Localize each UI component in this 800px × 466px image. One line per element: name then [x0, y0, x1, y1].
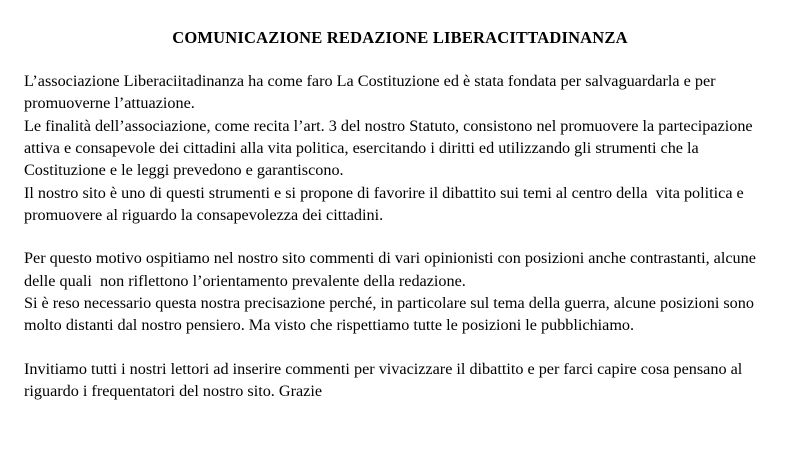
- paragraph: Invitiamo tutti i nostri lettori ad inserire commenti per vivacizzare il dibattito e per farci capire cosa pensano al riguardo i frequentatori del nostro sito. Grazie: [24, 359, 747, 401]
- paragraph: Le finalità dell’associazione, come recita l’art. 3 del nostro Statuto, consistono nel promuovere la partecipazione attiva e consapevole dei cittadini alla vita politica, esercitando i diritti ed utilizzando gli strumenti che la Costituzione e le leggi prevedono e garantiscono.: [24, 116, 757, 180]
- block-spacer: [24, 337, 776, 358]
- paragraph: Il nostro sito è uno di questi strumenti e si propone di favorire il dibattito sui temi al centro della vita politica e promuovere al riguardo la consapevolezza dei cittadini.: [24, 183, 748, 224]
- block-spacer: [24, 226, 776, 247]
- text-block: [24, 247, 776, 336]
- paragraph: Si è reso necessario questa nostra precisazione perché, in particolare sul tema della guerra, alcune posizioni sono molto distanti dal nostro pensiero. Ma visto che rispettiamo tutte le posizioni le pubblichiamo.: [24, 294, 763, 335]
- text-block: [24, 358, 776, 403]
- paragraph: Per questo motivo ospitiamo nel nostro sito commenti di vari opinionisti con posizioni anche contrastanti, alcune delle quali non riflettono l’orientamento prevalente della redazione.: [24, 249, 760, 290]
- paragraph: L’associazione Liberaciitadinanza ha come faro La Costituzione ed è stata fondata per salvaguardarla e per promuoverne l’attuazione.: [24, 71, 720, 113]
- page-title: COMUNICAZIONE REDAZIONE LIBERACITTADINANZA: [172, 28, 628, 47]
- text-block: [24, 70, 776, 227]
- document-body: [24, 70, 776, 403]
